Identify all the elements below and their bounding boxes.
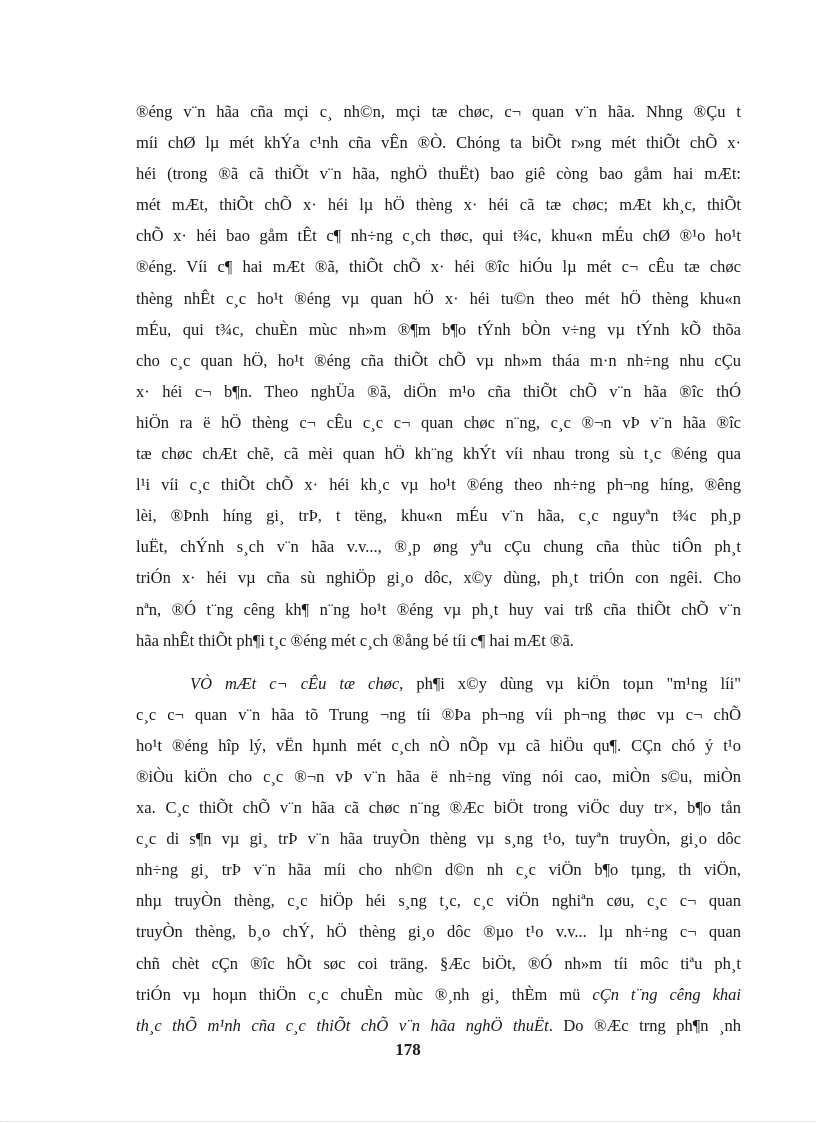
text-span: . Do ®Æc trng ph¶n ¸nh [548, 1015, 741, 1035]
text-line: x· héi c¬ b¶n. Theo nghÜa ®ã, diÖn m¹o cña thiÕt chÕ v¨n hãa ®îc thÓ [136, 381, 741, 401]
text-line: nªn, ®Ó t¨ng cêng kh¶ n¨ng ho¹t ®éng vµ ph¸t huy vai trß cña thiÕt chÕ v¨n [136, 599, 741, 619]
text-line: triÓn x· héi vµ cña sù nghiÖp gi¸o dôc, x©y dùng, ph¸t triÓn con ngêi. Cho [136, 568, 741, 588]
text-line: l¹i víi c¸c thiÕt chÕ x· héi kh¸c vµ ho¹t ®éng theo nh÷ng ph¬ng híng, ®êng [136, 475, 741, 495]
text-line: hiÖn ra ë hÖ thèng c¬ cÊu c¸c c¬ quan chøc n¨ng, c¸c ®¬n vÞ v¨n hãa ®îc [136, 412, 741, 432]
text-line [136, 1010, 741, 1041]
text-line: xa. C¸c thiÕt chÕ v¨n hãa cã chøc n¨ng ®Æc biÖt trong viÖc duy tr×, b¶o tån [136, 798, 741, 818]
text-line: thèng nhÊt c¸c ho¹t ®éng vµ quan hÖ x· héi tu©n theo mét hÖ thèng khu«n [136, 288, 741, 308]
text-line: nh÷ng gi¸ trÞ v¨n hãa míi cho nh©n d©n nh c¸c viÖn b¶o tµng, th viÖn, [136, 860, 741, 880]
text-line: ho¹t ®éng hîp lý, vËn hµnh mét c¸ch nÒ nÕp vµ cã hiÖu qu¶. CÇn chó ý t¹o [136, 735, 741, 755]
text-line: lèi, ®Þnh híng gi¸ trÞ, t tëng, khu«n mÉu v¨n hãa, c¸c nguyªn t¾c ph¸p [136, 506, 741, 526]
body-text [136, 96, 741, 1041]
italic-phrase: th¸c thÕ m¹nh cña c¸c thiÕt chÕ v¨n hãa nghÖ thuËt [136, 1015, 549, 1035]
italic-phrase: VÒ mÆt c¬ cÊu tæ chøc [190, 673, 400, 693]
text-span: , ph¶i x©y dùng vµ kiÖn toµn "m¹ng líi" [399, 673, 741, 693]
text-line: mÉu, qui t¾c, chuÈn mùc nh»m ®¶m b¶o tÝnh bÒn v÷ng vµ tÝnh kÕ thõa [136, 319, 741, 339]
italic-phrase: cÇn t¨ng cêng khai [592, 984, 741, 1004]
text-line: cho c¸c quan hÖ, ho¹t ®éng cña thiÕt chÕ vµ nh»m tháa m·n nh÷ng nhu cÇu [136, 350, 741, 370]
paragraph-gap [136, 656, 741, 668]
page-number: 178 [395, 1040, 421, 1059]
text-line: míi chØ lµ mét khÝa c¹nh cña vÊn ®Ò. Chóng ta biÕt r»ng mét thiÕt chÕ x· [136, 133, 741, 153]
text-line: c¸c c¬ quan v¨n hãa tõ Trung ¬ng tíi ®Þa ph¬ng víi ph¬ng thøc vµ c¬ chÕ [136, 704, 741, 724]
text-line: héi (trong ®ã cã thiÕt v¨n hãa, nghÖ thuËt) bao giê còng bao gåm hai mÆt: [136, 164, 741, 184]
text-line [136, 668, 741, 699]
text-line: hãa nhÊt thiÕt ph¶i t¸c ®éng mét c¸ch ®ång bé tíi c¶ hai mÆt ®ã. [136, 630, 574, 650]
text-line: ®éng v¨n hãa cña mçi c¸ nh©n, mçi tæ chøc, c¬ quan v¨n hãa. Nhng ®Çu t [136, 102, 741, 121]
text-line: ®iÒu kiÖn cho c¸c ®¬n vÞ v¨n hãa ë nh÷ng vïng nói cao, miÒn s©u, miÒn [136, 766, 741, 786]
text-line: chñ chèt cÇn ®îc hÕt søc coi träng. §Æc biÖt, ®Ó nh»m tíi môc tiªu ph¸t [136, 953, 741, 973]
text-line: tæ chøc chÆt chẽ, cã mèi quan hÖ kh¨ng khÝt víi nhau trong sù t¸c ®éng qua [136, 444, 741, 464]
text-line: chÕ x· héi bao gåm tÊt c¶ nh÷ng c¸ch thøc, qui t¾c, khu«n mÉu chØ ®¹o ho¹t [136, 226, 741, 246]
text-line [136, 979, 741, 1010]
text-line: luËt, chÝnh s¸ch v¨n hãa v.v..., ®¸p øng yªu cÇu chung cña thùc tiÔn ph¸t [136, 537, 741, 557]
text-line: ®éng. Víi c¶ hai mÆt ®ã, thiÕt chÕ x· héi ®îc hiÓu lµ mét c¬ cÊu tæ chøc [136, 257, 741, 277]
text-line: mét mÆt, thiÕt chÕ x· héi lµ hÖ thèng x· héi cã tæ chøc; mÆt kh¸c, thiÕt [136, 195, 741, 215]
page-bottom-divider [0, 1121, 816, 1122]
text-line: c¸c di s¶n vµ gi¸ trÞ v¨n hãa truyÒn thèng vµ s¸ng t¹o, tuyªn truyÒn, gi¸o dôc [136, 829, 741, 849]
text-span: triÓn vµ hoµn thiÖn c¸c chuÈn mùc ®¸nh gi¸ thÈm mü [136, 984, 593, 1004]
text-line: truyÒn thèng, b¸o chÝ, hÖ thèng gi¸o dôc ®µo t¹o v.v... lµ nh÷ng c¬ quan [136, 922, 741, 942]
text-line: nhµ truyÒn thèng, c¸c hiÖp héi s¸ng t¸c, c¸c viÖn nghiªn cøu, c¸c c¬ quan [136, 891, 741, 911]
